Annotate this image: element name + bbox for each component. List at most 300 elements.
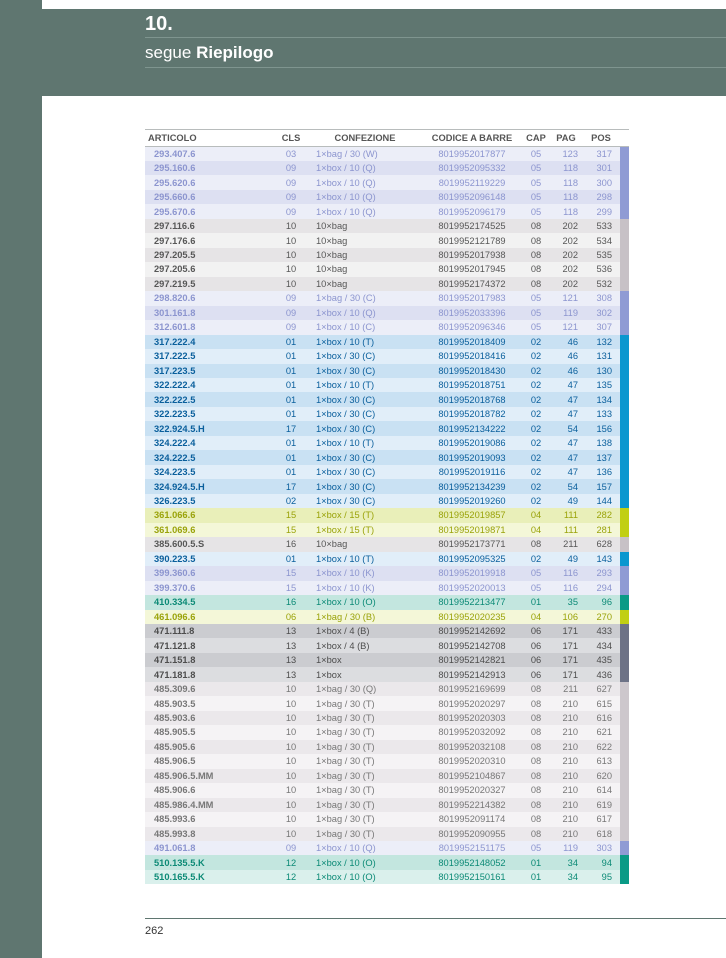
cell-confezione: 1×box / 10 (Q) — [308, 841, 422, 855]
cell-pos: 302 — [582, 306, 620, 320]
cell-articolo: 312.601.8 — [145, 320, 274, 334]
cell-cap: 08 — [522, 248, 550, 262]
cell-articolo: 485.903.5 — [145, 696, 274, 710]
table-row — [145, 581, 629, 595]
cell-confezione: 1×box / 10 (T) — [308, 335, 422, 349]
category-color-marker — [620, 841, 629, 855]
cell-pag: 210 — [550, 812, 582, 826]
cell-pos: 96 — [582, 595, 620, 609]
cell-pos: 131 — [582, 349, 620, 363]
cell-pos: 298 — [582, 190, 620, 204]
cell-cap: 04 — [522, 508, 550, 522]
cell-pag: 121 — [550, 320, 582, 334]
cell-confezione: 1×bag / 30 (T) — [308, 769, 422, 783]
cell-codice: 8019952148052 — [422, 855, 522, 869]
cell-pos: 137 — [582, 450, 620, 464]
cell-codice: 8019952019857 — [422, 508, 522, 522]
category-color-marker — [620, 204, 629, 218]
category-color-marker — [620, 175, 629, 189]
table-row — [145, 349, 629, 363]
cell-cap: 05 — [522, 204, 550, 218]
category-color-marker — [620, 827, 629, 841]
table-row — [145, 769, 629, 783]
cell-pag: 202 — [550, 277, 582, 291]
cell-confezione: 1×box / 15 (T) — [308, 523, 422, 537]
cell-pag: 111 — [550, 523, 582, 537]
cell-pos: 532 — [582, 277, 620, 291]
cell-articolo: 322.924.5.H — [145, 421, 274, 435]
cell-cls: 10 — [274, 219, 308, 233]
cell-codice: 8019952096346 — [422, 320, 522, 334]
page-number: 262 — [145, 925, 164, 937]
category-color-marker — [620, 624, 629, 638]
cell-articolo: 485.309.6 — [145, 682, 274, 696]
category-color-marker — [620, 291, 629, 305]
column-header: CLS — [274, 130, 308, 147]
cell-codice: 8019952019918 — [422, 566, 522, 580]
table-row — [145, 219, 629, 233]
cell-articolo: 471.151.8 — [145, 653, 274, 667]
cell-pag: 171 — [550, 638, 582, 652]
cell-codice: 8019952020013 — [422, 581, 522, 595]
cell-cap: 05 — [522, 161, 550, 175]
cell-pag: 47 — [550, 436, 582, 450]
cell-codice: 8019952213477 — [422, 595, 522, 609]
cell-confezione: 1×bag / 30 (W) — [308, 147, 422, 161]
cell-confezione: 1×bag / 30 (Q) — [308, 682, 422, 696]
cell-pag: 106 — [550, 610, 582, 624]
cell-codice: 8019952095325 — [422, 552, 522, 566]
cell-pos: 144 — [582, 494, 620, 508]
table-row — [145, 783, 629, 797]
cell-pag: 46 — [550, 349, 582, 363]
cell-cls: 01 — [274, 436, 308, 450]
cell-cap: 08 — [522, 696, 550, 710]
page-title — [145, 43, 274, 63]
table-row — [145, 233, 629, 247]
cell-pos: 299 — [582, 204, 620, 218]
cell-confezione: 1×bag / 30 (B) — [308, 610, 422, 624]
cell-cap: 02 — [522, 421, 550, 435]
cell-articolo: 485.905.5 — [145, 725, 274, 739]
cell-pos: 307 — [582, 320, 620, 334]
category-color-marker — [620, 306, 629, 320]
cell-pag: 119 — [550, 841, 582, 855]
cell-cls: 09 — [274, 320, 308, 334]
cell-cls: 01 — [274, 465, 308, 479]
cell-articolo: 485.906.5 — [145, 754, 274, 768]
cell-cap: 08 — [522, 783, 550, 797]
cell-cls: 13 — [274, 638, 308, 652]
cell-cls: 10 — [274, 248, 308, 262]
cell-cls: 09 — [274, 161, 308, 175]
cell-confezione: 1×bag / 30 (C) — [308, 291, 422, 305]
cell-cap: 02 — [522, 465, 550, 479]
chapter-header — [42, 9, 726, 96]
cell-pag: 210 — [550, 754, 582, 768]
cell-pos: 628 — [582, 537, 620, 551]
cell-pag: 211 — [550, 682, 582, 696]
cell-articolo: 295.620.6 — [145, 175, 274, 189]
cell-articolo: 322.223.5 — [145, 407, 274, 421]
cell-pos: 436 — [582, 667, 620, 681]
table-row — [145, 667, 629, 681]
category-color-marker — [620, 450, 629, 464]
cell-pag: 210 — [550, 711, 582, 725]
cell-cls: 10 — [274, 769, 308, 783]
table-row — [145, 277, 629, 291]
cell-codice: 8019952096148 — [422, 190, 522, 204]
cell-codice: 8019952018751 — [422, 378, 522, 392]
cell-confezione: 1×box / 10 (T) — [308, 378, 422, 392]
column-header: CODICE A BARRE — [422, 130, 522, 147]
cell-pos: 135 — [582, 378, 620, 392]
table-row — [145, 537, 629, 551]
cell-cls: 17 — [274, 479, 308, 493]
cell-codice: 8019952033396 — [422, 306, 522, 320]
category-color-marker — [620, 696, 629, 710]
cell-confezione: 10×bag — [308, 233, 422, 247]
cell-articolo: 297.205.6 — [145, 262, 274, 276]
cell-pag: 202 — [550, 233, 582, 247]
cell-pos: 301 — [582, 161, 620, 175]
cell-cls: 10 — [274, 812, 308, 826]
cell-pag: 171 — [550, 653, 582, 667]
cell-confezione: 1×box / 30 (C) — [308, 450, 422, 464]
category-color-marker — [620, 364, 629, 378]
cell-pag: 210 — [550, 783, 582, 797]
cell-codice: 8019952174525 — [422, 219, 522, 233]
table-header-row — [145, 130, 629, 147]
category-color-marker — [620, 494, 629, 508]
left-sidebar-band — [0, 0, 42, 958]
cell-pos: 621 — [582, 725, 620, 739]
cell-articolo: 326.223.5 — [145, 494, 274, 508]
cell-articolo: 297.205.5 — [145, 248, 274, 262]
cell-cls: 10 — [274, 711, 308, 725]
category-color-marker — [620, 740, 629, 754]
cell-codice: 8019952134222 — [422, 421, 522, 435]
category-color-marker — [620, 147, 629, 161]
cell-codice: 8019952174372 — [422, 277, 522, 291]
cell-pag: 47 — [550, 450, 582, 464]
cell-pos: 619 — [582, 798, 620, 812]
cell-pos: 94 — [582, 855, 620, 869]
cell-cls: 01 — [274, 552, 308, 566]
cell-cls: 15 — [274, 566, 308, 580]
cell-cap: 05 — [522, 147, 550, 161]
cell-pos: 134 — [582, 392, 620, 406]
cell-articolo: 295.160.6 — [145, 161, 274, 175]
cell-pos: 620 — [582, 769, 620, 783]
cell-articolo: 301.161.8 — [145, 306, 274, 320]
cell-pag: 34 — [550, 870, 582, 884]
cell-confezione: 1×box / 30 (C) — [308, 479, 422, 493]
cell-codice: 8019952121789 — [422, 233, 522, 247]
cell-codice: 8019952142692 — [422, 624, 522, 638]
cell-cls: 15 — [274, 523, 308, 537]
cell-articolo: 485.906.6 — [145, 783, 274, 797]
category-color-marker — [620, 798, 629, 812]
cell-cap: 08 — [522, 812, 550, 826]
cell-pag: 123 — [550, 147, 582, 161]
cell-codice: 8019952142708 — [422, 638, 522, 652]
category-color-marker — [620, 392, 629, 406]
cell-confezione: 10×bag — [308, 537, 422, 551]
category-color-marker — [620, 378, 629, 392]
cell-cap: 08 — [522, 725, 550, 739]
table-row — [145, 740, 629, 754]
category-color-marker — [620, 421, 629, 435]
cell-codice: 8019952017945 — [422, 262, 522, 276]
cell-codice: 8019952020297 — [422, 696, 522, 710]
table-row — [145, 827, 629, 841]
cell-articolo: 461.096.6 — [145, 610, 274, 624]
cell-codice: 8019952018768 — [422, 392, 522, 406]
cell-pos: 535 — [582, 248, 620, 262]
category-color-marker — [620, 479, 629, 493]
cell-pos: 281 — [582, 523, 620, 537]
cell-codice: 8019952020310 — [422, 754, 522, 768]
cell-pag: 111 — [550, 508, 582, 522]
cell-cls: 10 — [274, 696, 308, 710]
cell-cls: 01 — [274, 349, 308, 363]
cell-pag: 210 — [550, 696, 582, 710]
cell-codice: 8019952142913 — [422, 667, 522, 681]
cell-pos: 533 — [582, 219, 620, 233]
table-row — [145, 190, 629, 204]
cell-pag: 118 — [550, 190, 582, 204]
cell-pos: 293 — [582, 566, 620, 580]
cell-pag: 171 — [550, 624, 582, 638]
cell-pag: 202 — [550, 248, 582, 262]
cell-cls: 06 — [274, 610, 308, 624]
table-row — [145, 725, 629, 739]
cell-pag: 34 — [550, 855, 582, 869]
cell-pag: 211 — [550, 537, 582, 551]
cell-articolo: 399.360.6 — [145, 566, 274, 580]
cell-codice: 8019952020327 — [422, 783, 522, 797]
table-row — [145, 812, 629, 826]
category-color-marker — [620, 277, 629, 291]
cell-articolo: 322.222.5 — [145, 392, 274, 406]
table-row — [145, 392, 629, 406]
cell-pag: 47 — [550, 407, 582, 421]
table-row — [145, 855, 629, 869]
cell-codice: 8019952018782 — [422, 407, 522, 421]
table-row — [145, 465, 629, 479]
cell-pag: 202 — [550, 219, 582, 233]
cell-cap: 08 — [522, 740, 550, 754]
table-row — [145, 494, 629, 508]
cell-codice: 8019952214382 — [422, 798, 522, 812]
cell-cap: 02 — [522, 552, 550, 566]
cell-cap: 08 — [522, 798, 550, 812]
category-color-marker — [620, 638, 629, 652]
cell-pos: 534 — [582, 233, 620, 247]
cell-pag: 46 — [550, 335, 582, 349]
cell-articolo: 485.906.5.MM — [145, 769, 274, 783]
cell-cls: 10 — [274, 277, 308, 291]
cell-cap: 06 — [522, 638, 550, 652]
cell-cls: 13 — [274, 667, 308, 681]
table-row — [145, 407, 629, 421]
cell-pag: 116 — [550, 566, 582, 580]
cell-articolo: 322.222.4 — [145, 378, 274, 392]
table-row — [145, 696, 629, 710]
cell-articolo: 361.066.6 — [145, 508, 274, 522]
cell-confezione: 1×bag / 30 (T) — [308, 711, 422, 725]
summary-table — [145, 129, 629, 884]
cell-codice: 8019952169699 — [422, 682, 522, 696]
cell-articolo: 297.116.6 — [145, 219, 274, 233]
cell-cls: 10 — [274, 740, 308, 754]
cell-codice: 8019952104867 — [422, 769, 522, 783]
chapter-number: 10. — [145, 13, 173, 35]
category-color-marker — [620, 233, 629, 247]
cell-cls: 10 — [274, 754, 308, 768]
cell-confezione: 1×box / 10 (K) — [308, 566, 422, 580]
table-row — [145, 421, 629, 435]
cell-confezione: 1×box — [308, 653, 422, 667]
table-row — [145, 436, 629, 450]
cell-cls: 12 — [274, 870, 308, 884]
category-color-marker — [620, 349, 629, 363]
table-row — [145, 147, 629, 161]
cell-pos: 433 — [582, 624, 620, 638]
cell-pos: 270 — [582, 610, 620, 624]
cell-confezione: 1×box / 30 (C) — [308, 392, 422, 406]
cell-pag: 210 — [550, 769, 582, 783]
cell-cap: 05 — [522, 175, 550, 189]
category-color-marker — [620, 320, 629, 334]
cell-cap: 05 — [522, 581, 550, 595]
cell-pos: 615 — [582, 696, 620, 710]
cell-cls: 10 — [274, 725, 308, 739]
title-prefix: segue — [145, 43, 192, 62]
cell-confezione: 10×bag — [308, 277, 422, 291]
cell-articolo: 510.135.5.K — [145, 855, 274, 869]
column-header: ARTICOLO — [145, 130, 274, 147]
cell-articolo: 485.905.6 — [145, 740, 274, 754]
cell-codice: 8019952017938 — [422, 248, 522, 262]
cell-cls: 03 — [274, 147, 308, 161]
category-color-marker — [620, 812, 629, 826]
table-row — [145, 161, 629, 175]
table-row — [145, 479, 629, 493]
cell-cap: 05 — [522, 320, 550, 334]
cell-articolo: 317.222.5 — [145, 349, 274, 363]
table-row — [145, 798, 629, 812]
table-row — [145, 682, 629, 696]
cell-cls: 16 — [274, 537, 308, 551]
cell-articolo: 510.165.5.K — [145, 870, 274, 884]
cell-cls: 10 — [274, 233, 308, 247]
cell-cap: 06 — [522, 653, 550, 667]
cell-pos: 138 — [582, 436, 620, 450]
cell-cap: 02 — [522, 378, 550, 392]
cell-articolo: 297.176.6 — [145, 233, 274, 247]
cell-pos: 434 — [582, 638, 620, 652]
table-row — [145, 523, 629, 537]
cell-pag: 54 — [550, 421, 582, 435]
cell-articolo: 471.111.8 — [145, 624, 274, 638]
cell-cls: 17 — [274, 421, 308, 435]
cell-cap: 08 — [522, 769, 550, 783]
cell-cap: 01 — [522, 870, 550, 884]
cell-pag: 210 — [550, 798, 582, 812]
category-color-marker — [620, 667, 629, 681]
cell-articolo: 485.993.6 — [145, 812, 274, 826]
cell-cls: 09 — [274, 204, 308, 218]
cell-pos: 627 — [582, 682, 620, 696]
cell-pos: 616 — [582, 711, 620, 725]
cell-pos: 613 — [582, 754, 620, 768]
cell-confezione: 1×box / 10 (Q) — [308, 161, 422, 175]
category-color-marker — [620, 581, 629, 595]
cell-cls: 01 — [274, 335, 308, 349]
column-header-spacer — [620, 130, 629, 147]
cell-pag: 49 — [550, 494, 582, 508]
cell-pag: 210 — [550, 827, 582, 841]
cell-cap: 02 — [522, 364, 550, 378]
cell-cap: 01 — [522, 855, 550, 869]
cell-articolo: 293.407.6 — [145, 147, 274, 161]
cell-pag: 46 — [550, 364, 582, 378]
cell-confezione: 1×box / 4 (B) — [308, 638, 422, 652]
category-color-marker — [620, 219, 629, 233]
cell-articolo: 399.370.6 — [145, 581, 274, 595]
cell-confezione: 1×box / 10 (O) — [308, 870, 422, 884]
cell-confezione: 1×box / 10 (C) — [308, 320, 422, 334]
cell-articolo: 485.986.4.MM — [145, 798, 274, 812]
table-row — [145, 175, 629, 189]
cell-pos: 156 — [582, 421, 620, 435]
cell-pag: 49 — [550, 552, 582, 566]
column-header: CONFEZIONE — [308, 130, 422, 147]
cell-confezione: 1×box / 30 (C) — [308, 494, 422, 508]
cell-pag: 171 — [550, 667, 582, 681]
category-color-marker — [620, 711, 629, 725]
cell-codice: 8019952018409 — [422, 335, 522, 349]
table-row — [145, 711, 629, 725]
table-row — [145, 870, 629, 884]
table-row — [145, 552, 629, 566]
cell-pos: 618 — [582, 827, 620, 841]
cell-pos: 133 — [582, 407, 620, 421]
cell-codice: 8019952018416 — [422, 349, 522, 363]
cell-confezione: 1×box / 15 (T) — [308, 508, 422, 522]
cell-codice: 8019952151175 — [422, 841, 522, 855]
cell-cls: 01 — [274, 364, 308, 378]
category-color-marker — [620, 870, 629, 884]
cell-articolo: 295.660.6 — [145, 190, 274, 204]
cell-confezione: 1×box / 10 (O) — [308, 855, 422, 869]
table-row — [145, 595, 629, 609]
cell-articolo: 485.993.8 — [145, 827, 274, 841]
cell-cls: 01 — [274, 392, 308, 406]
cell-pag: 118 — [550, 204, 582, 218]
cell-confezione: 1×box / 10 (O) — [308, 595, 422, 609]
cell-pag: 47 — [550, 465, 582, 479]
header-divider — [145, 37, 726, 38]
table-row — [145, 638, 629, 652]
cell-cap: 02 — [522, 479, 550, 493]
category-color-marker — [620, 725, 629, 739]
cell-pos: 136 — [582, 465, 620, 479]
column-header: POS — [582, 130, 620, 147]
category-color-marker — [620, 754, 629, 768]
